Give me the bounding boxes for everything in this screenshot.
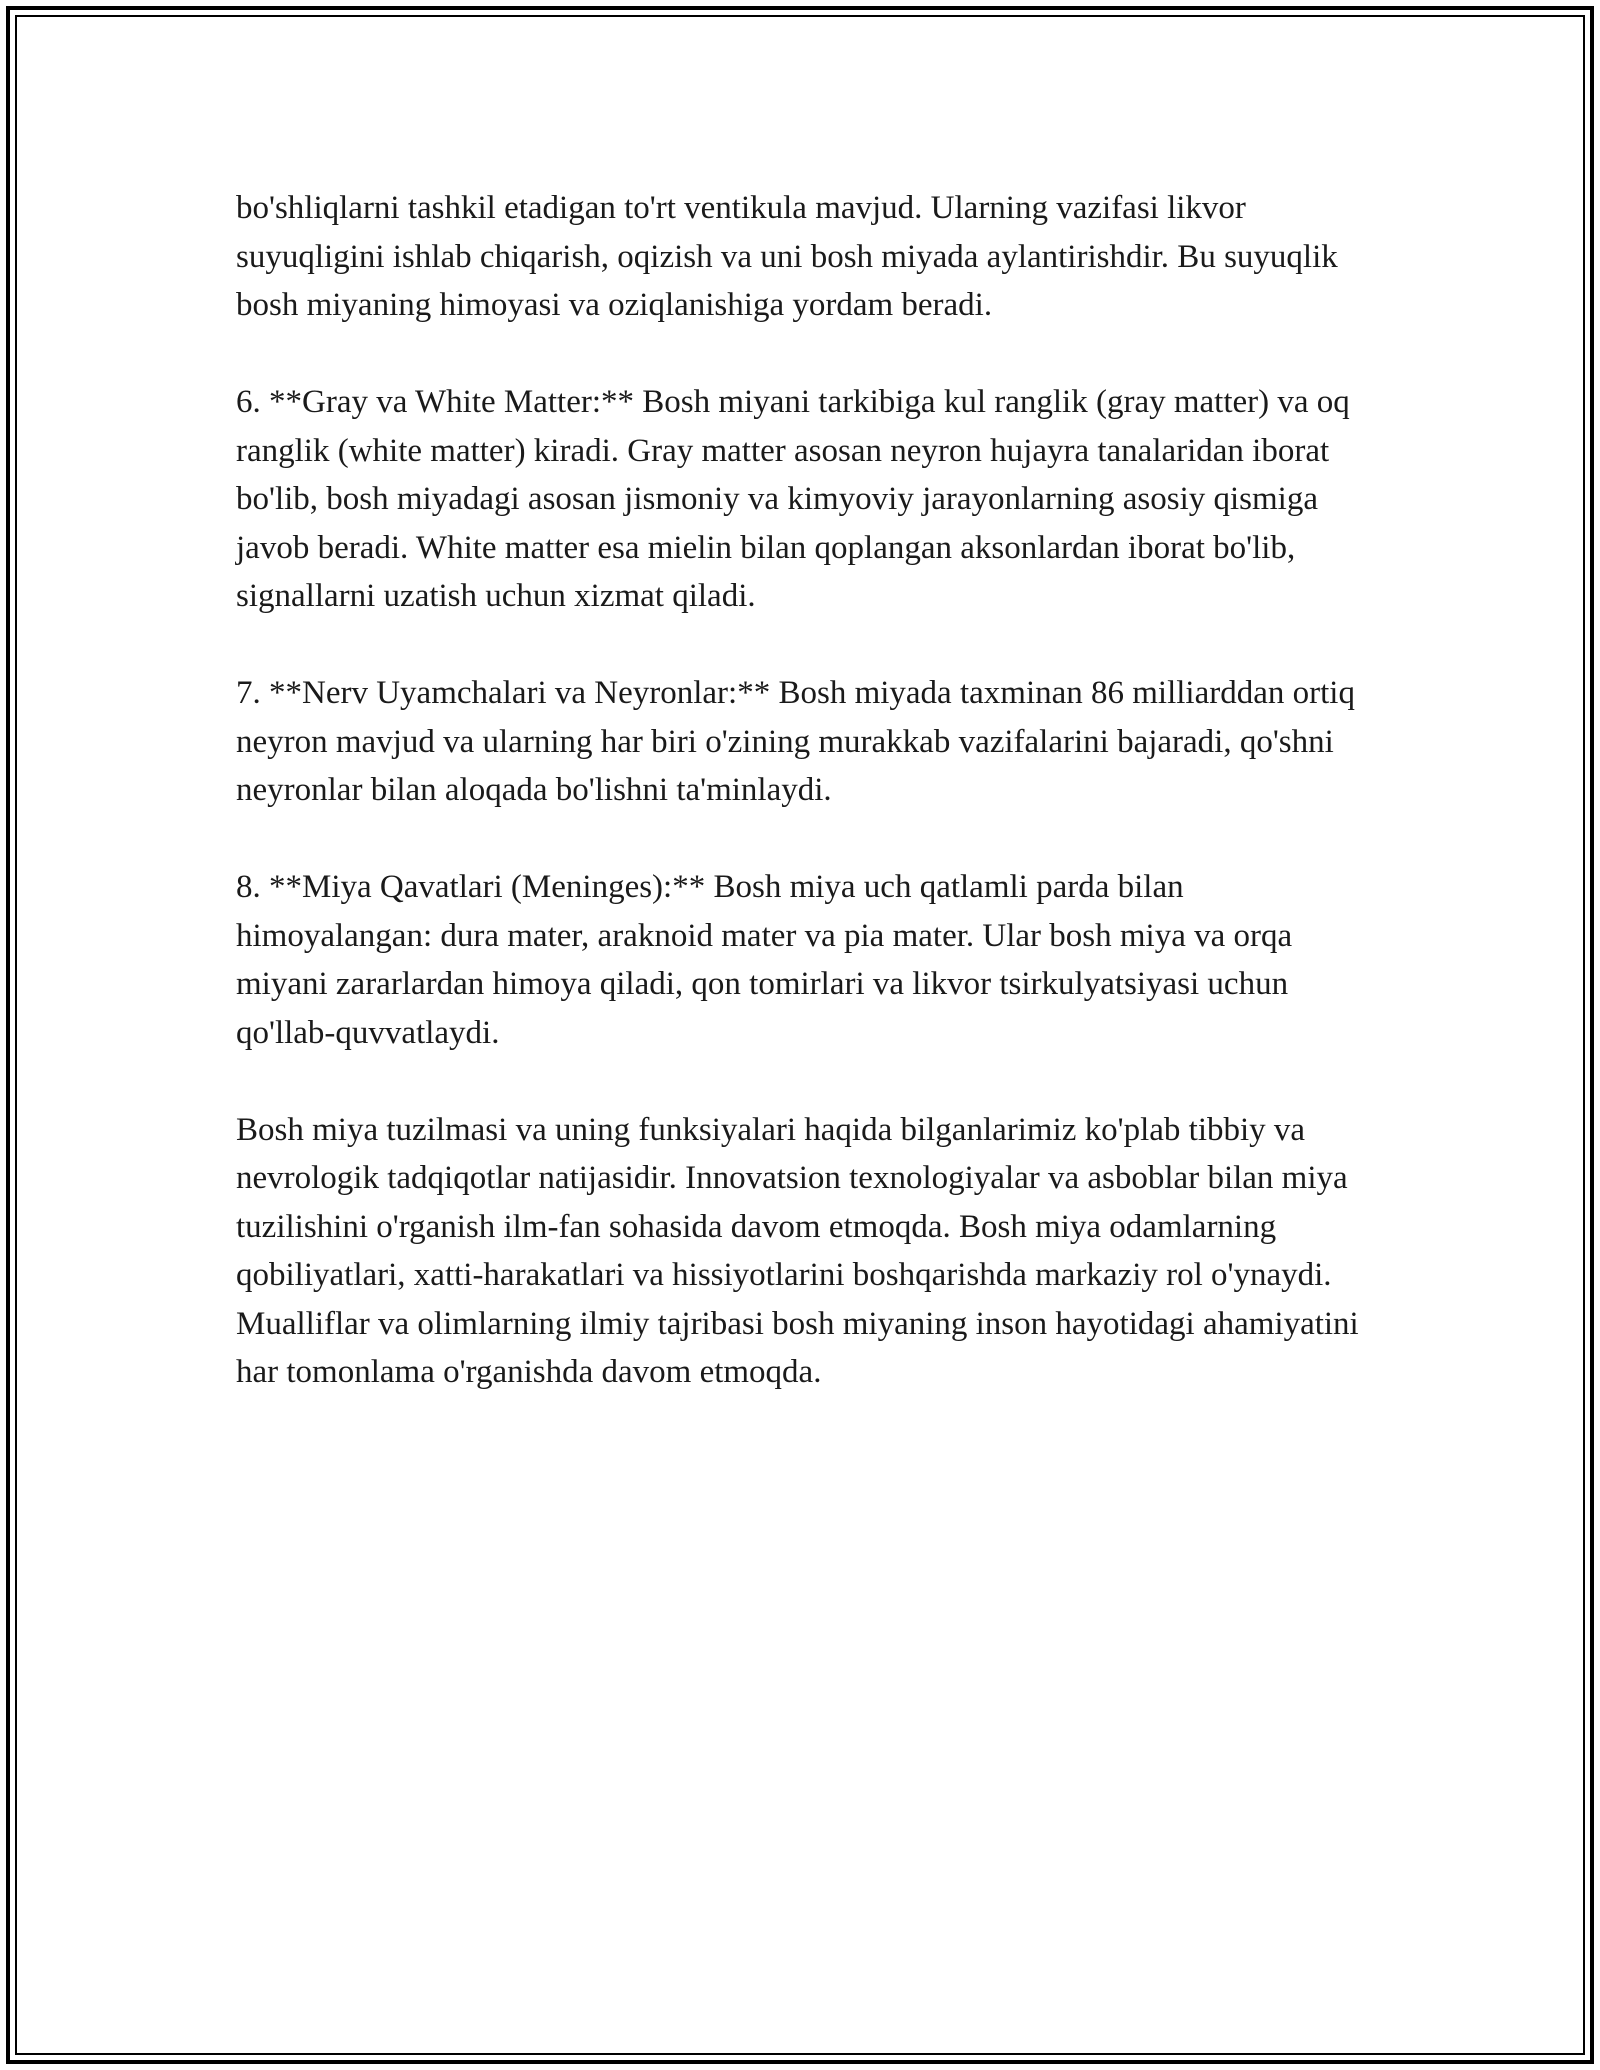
paragraph-nerve-neurons: 7. **Nerv Uyamchalari va Neyronlar:** Bosh miyada taxminan 86 milliarddan ortiq neyron mavjud va ularning har biri o'zining murakkab vazifalarini bajaradi, qo'shni neyronlar bilan aloqada bo'lishni ta'minlaydi. (236, 675, 1355, 808)
paragraph-meninges: 8. **Miya Qavatlari (Meninges):** Bosh miya uch qatlamli parda bilan himoyalangan: dura mater, araknoid mater va pia mater. Ular bosh miya va orqa miyani zararlardan himoya qiladi, qon tomirlari va likvor tsirkulyatsiyasi uchun qo'llab-quvvatlaydi. (236, 869, 1293, 1051)
paragraph-conclusion: Bosh miya tuzilmasi va uning funksiyalari haqida bilganlarimiz ko'plab tibbiy va nevrologik tadqiqotlar natijasidir. Innovatsion texnologiyalar va asboblar bilan miya tuzilishini o'rganish ilm-fan sohasida davom etmoqda. Bosh miya odamlarning qobiliyatlari, xatti-harakatlari va hissiyotlarini boshqarishda markaziy rol o'ynaydi. Mualliflar va olimlarning ilmiy tajribasi bosh miyaning inson hayotidagi ahamiyatini har tomonlama o'rganishda davom etmoqda. (236, 1111, 1359, 1390)
paragraph-gray-white-matter: 6. **Gray va White Matter:** Bosh miyani tarkibiga kul ranglik (gray matter) va oq ranglik (white matter) kiradi. Gray matter asosan neyron hujayra tanalaridan iborat bo'lib, bosh miyadagi asosan jismoniy va kimyoviy jarayonlarning asosiy qismiga javob beradi. White matter esa mielin bilan qoplangan aksonlardan iborat bo'lib, signallarni uzatish uchun xizmat qiladi. (236, 384, 1350, 614)
document-body (236, 184, 1376, 1397)
paragraph-ventricles-continued: bo'shliqlarni tashkil etadigan to'rt ventikula mavjud. Ularning vazifasi likvor suyuqligini ishlab chiqarish, oqizish va uni bosh miyada aylantirishdir. Bu suyuqlik bosh miyaning himoyasi va oziqlanishiga yordam beradi. (236, 190, 1338, 323)
